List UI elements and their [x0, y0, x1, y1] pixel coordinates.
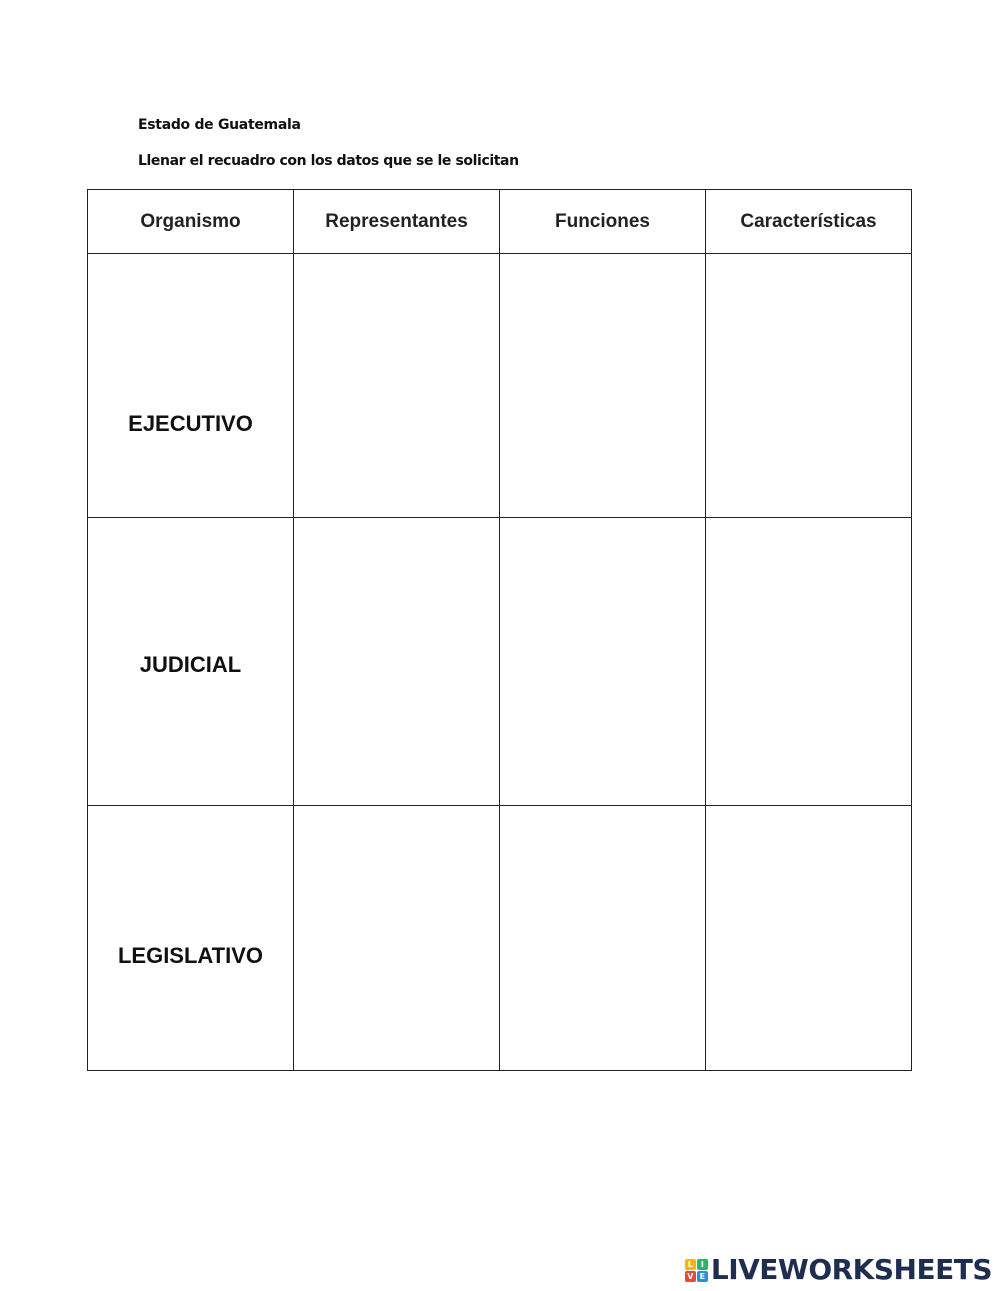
- representantes-input-cell[interactable]: [294, 518, 500, 806]
- header-organismo: Organismo: [88, 190, 294, 254]
- funciones-input-cell[interactable]: [500, 806, 706, 1071]
- worksheet-table: [87, 189, 912, 1071]
- page-title: Estado de Guatemala: [138, 117, 301, 133]
- organismo-label: LEGISLATIVO: [117, 943, 264, 968]
- representantes-input-cell[interactable]: [294, 254, 500, 518]
- table-row: [88, 518, 912, 806]
- logo-tile-l: L: [685, 1259, 696, 1270]
- organismo-label: JUDICIAL: [139, 651, 242, 677]
- instructions-text: Llenar el recuadro con los datos que se le solicitan: [138, 153, 519, 169]
- representantes-input-cell[interactable]: [294, 806, 500, 1071]
- table-row: [88, 254, 912, 518]
- caracteristicas-input-cell[interactable]: [706, 806, 912, 1071]
- organismo-cell: [88, 518, 294, 806]
- logo-tile-e: E: [697, 1271, 708, 1282]
- organismo-label: EJECUTIVO: [128, 410, 253, 436]
- liveworksheets-logo-icon: [685, 1259, 708, 1282]
- caracteristicas-input-cell[interactable]: [706, 518, 912, 806]
- header-funciones: Funciones: [500, 190, 706, 254]
- funciones-input-cell[interactable]: [500, 254, 706, 518]
- organismo-cell: [88, 806, 294, 1071]
- logo-tile-v: V: [685, 1271, 696, 1282]
- header-caracteristicas: Características: [706, 190, 912, 254]
- brand-name: LIVEWORKSHEETS: [710, 1253, 992, 1286]
- header-representantes: Representantes: [294, 190, 500, 254]
- table-row: [88, 806, 912, 1071]
- organismo-cell: [88, 254, 294, 518]
- logo-tile-i: I: [697, 1259, 708, 1270]
- liveworksheets-brand: [685, 1254, 992, 1286]
- table-header-row: [88, 190, 912, 254]
- caracteristicas-input-cell[interactable]: [706, 254, 912, 518]
- funciones-input-cell[interactable]: [500, 518, 706, 806]
